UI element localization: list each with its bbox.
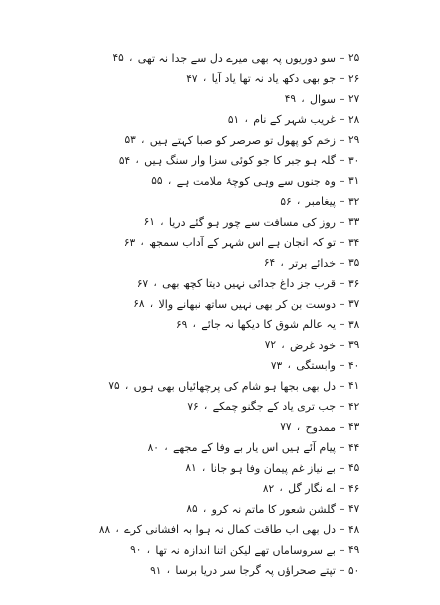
entry-title: قرب جز داغ جدائی نہیں دیتا کچھ بھی	[162, 277, 336, 290]
entry-dash: –	[339, 442, 345, 453]
entry-title: گلہ ہو جبر کا جو کوئی سزا وار سنگ ہیں	[144, 154, 336, 167]
entry-separator: ،	[279, 483, 283, 494]
entry-number: ۳۶	[348, 277, 360, 290]
entry-page-number: ۷۶	[187, 400, 199, 413]
entry-separator: ،	[146, 544, 150, 556]
entry-title: دل بھی اب طاقت کمال نہ ہوا بہ افشانی کرے	[124, 523, 336, 536]
entry-separator: ،	[160, 216, 164, 228]
entry-number: ۳۱	[348, 175, 360, 187]
toc-entry	[99, 520, 372, 540]
entry-page-number: ۷۲	[264, 339, 276, 351]
entry-separator: ،	[280, 257, 284, 269]
entry-separator: ،	[296, 421, 301, 433]
entry-number: ۳۹	[348, 339, 360, 351]
entry-dash: –	[339, 339, 345, 351]
entry-dash: –	[339, 73, 345, 84]
entry-dash: –	[339, 114, 345, 125]
entry-separator: ،	[115, 524, 119, 535]
entry-dash: –	[339, 401, 345, 412]
entry-dash: –	[339, 483, 345, 494]
entry-separator: ،	[135, 155, 139, 166]
entry-number: ۳۷	[348, 298, 360, 310]
toc-entry	[144, 212, 372, 232]
toc-entry	[108, 376, 372, 396]
entry-page-number: ۴۹	[284, 93, 297, 105]
entry-dash: –	[339, 503, 345, 515]
entry-number: ۳۳	[348, 216, 360, 228]
entry-page-number: ۹۰	[130, 544, 142, 556]
entry-title: روز کی مسافت سے چور ہو گئے دریا	[168, 215, 336, 229]
entry-title: خود غرض	[290, 338, 336, 352]
entry-page-number: ۹۱	[150, 564, 162, 577]
entry-separator: ،	[201, 462, 206, 474]
entry-title: وابستگی	[296, 359, 336, 372]
entry-dash: –	[339, 565, 345, 576]
toc-entry	[119, 151, 372, 171]
entry-title: بے نیاز غم پیمان وفا ہو جانا	[210, 461, 336, 475]
entry-number: ۲۵	[348, 52, 360, 64]
entry-dash: –	[339, 360, 345, 371]
entry-separator: ،	[281, 339, 285, 351]
entry-number: ۴۴	[348, 441, 360, 454]
entry-page-number: ۷۳	[270, 359, 283, 372]
entry-separator: ،	[125, 380, 129, 392]
entry-separator: ،	[140, 237, 144, 248]
entry-separator: ،	[202, 503, 207, 515]
entry-title: تپتے صحراؤں پہ گرجا سر دریا برسا	[175, 564, 336, 577]
entry-page-number: ۵۴	[118, 154, 131, 167]
toc-entry	[185, 458, 372, 478]
toc-entry	[130, 540, 372, 560]
toc-entry	[280, 192, 372, 212]
entry-title: تو کہ انجان ہے اس شہر کے آداب سمجھ	[149, 236, 336, 249]
entry-number: ۴۵	[348, 462, 360, 474]
entry-separator: ،	[244, 114, 248, 125]
toc-entry	[137, 274, 372, 294]
toc-entry	[151, 171, 372, 191]
entry-title: وہ جنوں سے وہی کوچۂ ملامت ہے	[176, 174, 336, 188]
entry-dash: –	[339, 216, 345, 228]
entry-dash: –	[339, 319, 345, 330]
entry-title: سوال	[310, 92, 336, 106]
entry-page-number: ۶۷	[136, 277, 149, 290]
entry-page-number: ۸۵	[186, 503, 198, 515]
entry-title: بے سروساماں تھے لیکن اتنا اندازہ نہ تھا	[155, 543, 336, 557]
entry-number: ۲۸	[348, 113, 360, 126]
entry-number: ۳۰	[348, 154, 360, 167]
entry-number: ۴۹	[348, 544, 360, 556]
entry-page-number: ۶۴	[263, 257, 276, 269]
entry-number: ۳۸	[348, 318, 360, 331]
toc-entry	[186, 69, 372, 89]
entry-number: ۳۵	[348, 257, 360, 269]
entry-title: سو دوریوں پہ بھی میرے دل سے جدا نہ تھی	[137, 51, 336, 65]
entry-separator: ،	[297, 196, 301, 207]
toc-entry	[125, 130, 373, 150]
entry-separator: ،	[204, 401, 208, 412]
entry-separator: ،	[129, 52, 133, 64]
entry-number: ۴۸	[348, 523, 360, 536]
entry-dash: –	[339, 155, 345, 166]
toc-entry	[228, 110, 372, 130]
entry-dash: –	[339, 175, 345, 187]
toc-entry	[186, 499, 372, 519]
entry-page-number: ۵۶	[280, 195, 292, 208]
entry-title: پیام آئے ہیں اس یار بے وفا کے مجھے	[172, 441, 336, 454]
entry-dash: –	[339, 462, 345, 474]
entry-separator: ،	[153, 278, 157, 289]
entry-page-number: ۸۰	[147, 441, 159, 454]
toc-entry	[176, 315, 372, 335]
entry-dash: –	[339, 544, 345, 556]
entry-number: ۳۴	[348, 236, 360, 249]
entry-page-number: ۵۳	[124, 134, 136, 146]
entry-separator: ،	[149, 298, 154, 310]
toc-entry	[124, 233, 372, 253]
entry-page-number: ۶۱	[143, 216, 155, 228]
entry-page-number: ۶۳	[123, 236, 136, 249]
entry-dash: –	[339, 524, 345, 535]
entry-separator: ،	[202, 73, 207, 84]
entry-page-number: ۷۷	[280, 421, 292, 433]
entry-number: ۴۷	[348, 503, 360, 515]
entry-number: ۳۲	[348, 195, 360, 208]
entry-separator: ،	[166, 565, 170, 576]
toc-entry	[187, 397, 372, 417]
entry-number: ۴۶	[348, 482, 360, 495]
entry-title: پیغامبر	[305, 195, 336, 208]
entry-title: جب تری یاد کے جگنو چمکے	[212, 400, 336, 413]
entry-number: ۴۲	[348, 400, 360, 413]
entry-title: غریب شہر کے نام	[253, 113, 336, 126]
entry-dash: –	[339, 421, 345, 433]
entry-separator: ،	[164, 442, 168, 453]
entry-number: ۲۷	[348, 93, 360, 105]
entry-page-number: ۸۸	[98, 523, 111, 536]
entry-number: ۴۰	[348, 359, 360, 372]
entry-number: ۲۶	[348, 72, 360, 85]
entry-dash: –	[339, 134, 345, 146]
entry-number: ۲۹	[348, 134, 360, 146]
entry-title: زخم کو پھول تو صرصر کو صبا کہتے ہیں	[149, 133, 336, 147]
entry-separator: ،	[167, 175, 172, 187]
entry-page-number: ۴۷	[186, 72, 198, 85]
entry-dash: –	[339, 196, 345, 207]
entry-dash: –	[339, 52, 345, 64]
entry-title: یہ عالم شوق کا دیکھا نہ جائے	[201, 318, 336, 331]
toc-entry	[285, 89, 372, 109]
entry-title: اے نگار گل	[288, 482, 336, 495]
entry-separator: ،	[301, 93, 305, 105]
toc-entry	[280, 417, 372, 437]
toc-entry	[264, 253, 372, 273]
entry-page-number: ۸۲	[262, 482, 275, 495]
toc-entry	[265, 335, 372, 355]
entry-dash: –	[339, 298, 345, 310]
entry-page-number: ۷۵	[108, 380, 120, 392]
entry-title: ممدوح	[305, 420, 336, 434]
entry-page-number: ۶۹	[176, 318, 188, 331]
toc-entry	[112, 48, 372, 68]
entry-number: ۴۳	[348, 421, 360, 433]
toc-entry	[133, 294, 372, 314]
entry-dash: –	[339, 380, 345, 392]
entry-dash: –	[339, 237, 345, 248]
toc-entry	[148, 438, 372, 458]
toc-entry	[271, 356, 372, 376]
entry-page-number: ۶۸	[133, 298, 145, 310]
entry-page-number: ۵۵	[151, 175, 163, 187]
toc-entry	[263, 479, 372, 499]
entry-title: گلشن شعور کا ماتم نہ کرو	[211, 502, 336, 516]
entry-dash: –	[339, 257, 345, 269]
entry-title: خدائے برتر	[289, 256, 336, 270]
entry-title: جو بھی دکھ یاد نہ تھا یاد آیا	[211, 72, 336, 85]
toc-entry	[150, 561, 372, 581]
entry-page-number: ۴۵	[112, 52, 124, 64]
entry-page-number: ۸۱	[185, 462, 197, 474]
entry-title: دل بھی بجھا ہو شام کی پرچھائیاں بھی ہوں	[133, 379, 336, 393]
entry-separator: ،	[141, 134, 145, 146]
entry-number: ۴۱	[348, 380, 360, 392]
entry-dash: –	[339, 93, 345, 105]
entry-page-number: ۵۱	[227, 113, 240, 126]
entry-separator: ،	[287, 360, 291, 371]
entry-dash: –	[339, 278, 345, 289]
entry-number: ۵۰	[348, 564, 360, 577]
entry-title: دوست بن کر بھی نہیں ساتھ نبھانے والا	[158, 297, 336, 311]
entry-separator: ،	[192, 319, 196, 330]
